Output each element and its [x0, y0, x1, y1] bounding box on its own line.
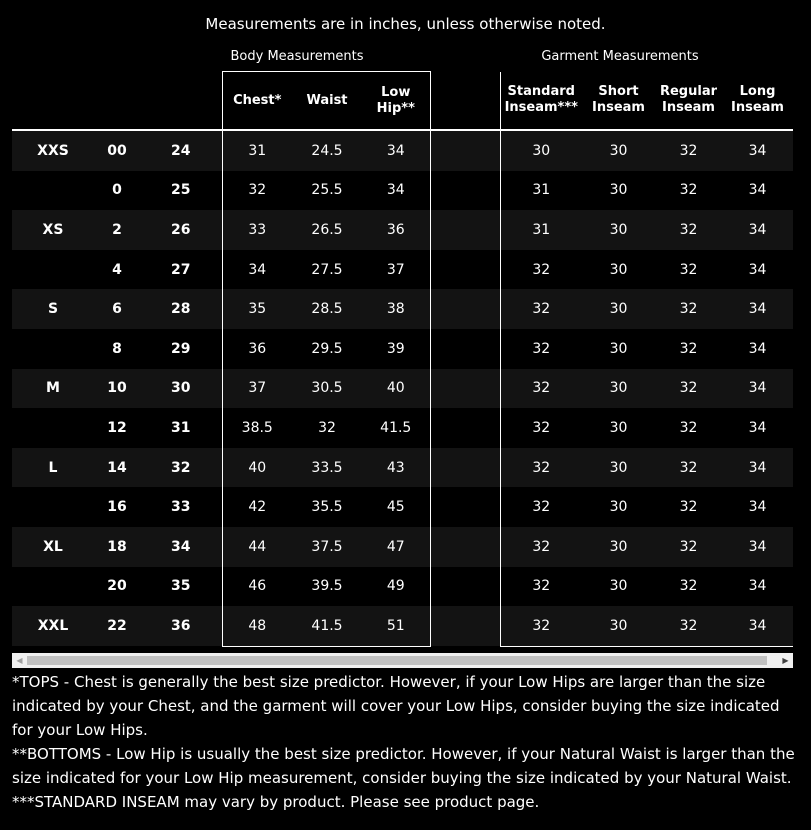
- cell-short-inseam: 30: [582, 250, 655, 290]
- cell-chest: 34: [222, 250, 292, 290]
- cell-waist-size: 33: [140, 487, 222, 527]
- cell-chest: 40: [222, 448, 292, 488]
- cell-waist-size: 26: [140, 210, 222, 250]
- cell-low-hip: 45: [362, 487, 430, 527]
- table-row: [12, 408, 793, 448]
- cell-short-inseam: 30: [582, 448, 655, 488]
- cell-long-inseam: 34: [722, 487, 793, 527]
- cell-low-hip: 47: [362, 527, 430, 567]
- cell-standard-inseam: 32: [500, 448, 582, 488]
- cell-waist: 39.5: [292, 567, 362, 607]
- cell-chest: 37: [222, 369, 292, 409]
- cell-waist-size: 36: [140, 606, 222, 646]
- header-waist-size: [140, 72, 222, 131]
- cell-standard-inseam: 30: [500, 130, 582, 171]
- garment-measurements-label: Garment Measurements: [541, 49, 699, 64]
- cell-size: [12, 567, 94, 607]
- cell-waist: 27.5: [292, 250, 362, 290]
- table-row: [12, 171, 793, 211]
- cell-waist-size: 24: [140, 130, 222, 171]
- cell-short-inseam: 30: [582, 171, 655, 211]
- cell-size: S: [12, 289, 94, 329]
- table-row: [12, 527, 793, 567]
- cell-standard-inseam: 32: [500, 527, 582, 567]
- cell-long-inseam: 34: [722, 567, 793, 607]
- cell-low-hip: 40: [362, 369, 430, 409]
- cell-short-inseam: 30: [582, 567, 655, 607]
- scrollbar-thumb[interactable]: [27, 656, 767, 665]
- cell-standard-inseam: 31: [500, 210, 582, 250]
- cell-waist-size: 34: [140, 527, 222, 567]
- cell-long-inseam: 34: [722, 527, 793, 567]
- cell-spacer: [430, 606, 500, 646]
- cell-number: 8: [94, 329, 140, 369]
- cell-number: 16: [94, 487, 140, 527]
- footnote-inseam: ***STANDARD INSEAM may vary by product. Please see product page.: [12, 793, 540, 811]
- body-measurements-label: Body Measurements: [230, 49, 364, 64]
- table-row: [12, 606, 793, 646]
- cell-size: [12, 408, 94, 448]
- footnotes: [12, 670, 802, 814]
- cell-low-hip: 51: [362, 606, 430, 646]
- cell-regular-inseam: 32: [655, 408, 722, 448]
- table-row: [12, 369, 793, 409]
- cell-spacer: [430, 329, 500, 369]
- cell-size: [12, 250, 94, 290]
- cell-waist-size: 30: [140, 369, 222, 409]
- cell-standard-inseam: 32: [500, 329, 582, 369]
- cell-waist: 35.5: [292, 487, 362, 527]
- cell-spacer: [430, 567, 500, 607]
- cell-size: XXL: [12, 606, 94, 646]
- cell-number: 12: [94, 408, 140, 448]
- cell-regular-inseam: 32: [655, 289, 722, 329]
- header-chest: Chest*: [222, 72, 292, 131]
- cell-spacer: [430, 527, 500, 567]
- cell-waist: 29.5: [292, 329, 362, 369]
- cell-number: 10: [94, 369, 140, 409]
- cell-low-hip: 37: [362, 250, 430, 290]
- cell-spacer: [430, 250, 500, 290]
- cell-low-hip: 34: [362, 171, 430, 211]
- cell-low-hip: 36: [362, 210, 430, 250]
- header-spacer: [430, 72, 500, 131]
- cell-size: XXS: [12, 130, 94, 171]
- cell-long-inseam: 34: [722, 606, 793, 646]
- table-row: [12, 289, 793, 329]
- table-row: [12, 448, 793, 488]
- cell-waist: 30.5: [292, 369, 362, 409]
- cell-spacer: [430, 369, 500, 409]
- units-note: Measurements are in inches, unless otherwise noted.: [205, 15, 606, 33]
- cell-waist: 33.5: [292, 448, 362, 488]
- cell-short-inseam: 30: [582, 289, 655, 329]
- cell-regular-inseam: 32: [655, 527, 722, 567]
- header-number: [94, 72, 140, 131]
- cell-chest: 44: [222, 527, 292, 567]
- cell-number: 6: [94, 289, 140, 329]
- table-row: [12, 567, 793, 607]
- cell-chest: 42: [222, 487, 292, 527]
- cell-size: [12, 487, 94, 527]
- cell-waist-size: 31: [140, 408, 222, 448]
- header-short-inseam: Short Inseam: [582, 72, 655, 131]
- cell-chest: 46: [222, 567, 292, 607]
- cell-low-hip: 34: [362, 130, 430, 171]
- cell-regular-inseam: 32: [655, 130, 722, 171]
- header-standard-inseam: Standard Inseam***: [500, 72, 582, 131]
- cell-low-hip: 43: [362, 448, 430, 488]
- cell-size: XS: [12, 210, 94, 250]
- cell-number: 4: [94, 250, 140, 290]
- cell-chest: 32: [222, 171, 292, 211]
- cell-low-hip: 39: [362, 329, 430, 369]
- cell-regular-inseam: 32: [655, 210, 722, 250]
- cell-chest: 33: [222, 210, 292, 250]
- table-row: [12, 130, 793, 171]
- cell-long-inseam: 34: [722, 408, 793, 448]
- cell-waist-size: 29: [140, 329, 222, 369]
- header-waist: Waist: [292, 72, 362, 131]
- cell-spacer: [430, 171, 500, 211]
- cell-short-inseam: 30: [582, 606, 655, 646]
- table-row: [12, 210, 793, 250]
- cell-waist-size: 28: [140, 289, 222, 329]
- cell-waist: 26.5: [292, 210, 362, 250]
- cell-waist: 37.5: [292, 527, 362, 567]
- cell-short-inseam: 30: [582, 210, 655, 250]
- cell-regular-inseam: 32: [655, 487, 722, 527]
- cell-number: 18: [94, 527, 140, 567]
- cell-standard-inseam: 32: [500, 369, 582, 409]
- cell-waist: 28.5: [292, 289, 362, 329]
- cell-chest: 35: [222, 289, 292, 329]
- table-row: [12, 250, 793, 290]
- cell-regular-inseam: 32: [655, 448, 722, 488]
- cell-long-inseam: 34: [722, 369, 793, 409]
- cell-short-inseam: 30: [582, 369, 655, 409]
- cell-number: 0: [94, 171, 140, 211]
- cell-regular-inseam: 32: [655, 329, 722, 369]
- cell-standard-inseam: 32: [500, 487, 582, 527]
- cell-low-hip: 41.5: [362, 408, 430, 448]
- cell-standard-inseam: 32: [500, 606, 582, 646]
- cell-size: L: [12, 448, 94, 488]
- cell-waist: 32: [292, 408, 362, 448]
- cell-spacer: [430, 408, 500, 448]
- cell-chest: 31: [222, 130, 292, 171]
- cell-chest: 48: [222, 606, 292, 646]
- horizontal-scrollbar[interactable]: [12, 653, 793, 668]
- table-row: [12, 329, 793, 369]
- cell-waist-size: 25: [140, 171, 222, 211]
- cell-regular-inseam: 32: [655, 567, 722, 607]
- scroll-left-icon[interactable]: ◀: [16, 656, 23, 665]
- header-regular-inseam: Regular Inseam: [655, 72, 722, 131]
- cell-standard-inseam: 32: [500, 567, 582, 607]
- cell-low-hip: 49: [362, 567, 430, 607]
- cell-size: [12, 171, 94, 211]
- table-header-row: [12, 72, 793, 131]
- cell-size: XL: [12, 527, 94, 567]
- cell-long-inseam: 34: [722, 329, 793, 369]
- footnote-bottoms: **BOTTOMS - Low Hip is usually the best size predictor. However, if your Natural Waist is larger than the size indicated for your Low Hip measurement, consider buying the size indicated by your Natural Waist.: [12, 745, 795, 787]
- header-long-inseam: Long Inseam: [722, 72, 793, 131]
- cell-chest: 38.5: [222, 408, 292, 448]
- cell-short-inseam: 30: [582, 329, 655, 369]
- cell-number: 22: [94, 606, 140, 646]
- cell-spacer: [430, 448, 500, 488]
- cell-long-inseam: 34: [722, 448, 793, 488]
- footnote-tops: *TOPS - Chest is generally the best size predictor. However, if your Low Hips are larger than the size indicated by your Chest, and the garment will cover your Low Hips, consider buying the size indicated for your Low Hips.: [12, 673, 780, 739]
- cell-short-inseam: 30: [582, 487, 655, 527]
- cell-number: 2: [94, 210, 140, 250]
- cell-waist: 41.5: [292, 606, 362, 646]
- scroll-right-icon[interactable]: ▶: [782, 656, 789, 665]
- cell-long-inseam: 34: [722, 289, 793, 329]
- cell-long-inseam: 34: [722, 210, 793, 250]
- cell-short-inseam: 30: [582, 408, 655, 448]
- cell-waist-size: 35: [140, 567, 222, 607]
- cell-waist-size: 32: [140, 448, 222, 488]
- cell-long-inseam: 34: [722, 250, 793, 290]
- cell-regular-inseam: 32: [655, 606, 722, 646]
- cell-short-inseam: 30: [582, 527, 655, 567]
- header-size: [12, 72, 94, 131]
- cell-number: 14: [94, 448, 140, 488]
- cell-standard-inseam: 31: [500, 171, 582, 211]
- cell-chest: 36: [222, 329, 292, 369]
- cell-size: M: [12, 369, 94, 409]
- cell-size: [12, 329, 94, 369]
- cell-regular-inseam: 32: [655, 171, 722, 211]
- table-row: [12, 487, 793, 527]
- cell-waist: 24.5: [292, 130, 362, 171]
- cell-spacer: [430, 130, 500, 171]
- cell-long-inseam: 34: [722, 171, 793, 211]
- cell-waist-size: 27: [140, 250, 222, 290]
- cell-long-inseam: 34: [722, 130, 793, 171]
- cell-waist: 25.5: [292, 171, 362, 211]
- cell-number: 00: [94, 130, 140, 171]
- cell-standard-inseam: 32: [500, 250, 582, 290]
- cell-spacer: [430, 210, 500, 250]
- cell-standard-inseam: 32: [500, 289, 582, 329]
- cell-spacer: [430, 289, 500, 329]
- cell-spacer: [430, 487, 500, 527]
- header-low-hip: Low Hip**: [362, 72, 430, 131]
- cell-regular-inseam: 32: [655, 250, 722, 290]
- cell-low-hip: 38: [362, 289, 430, 329]
- cell-short-inseam: 30: [582, 130, 655, 171]
- cell-number: 20: [94, 567, 140, 607]
- cell-standard-inseam: 32: [500, 408, 582, 448]
- size-chart-table: [12, 71, 793, 647]
- cell-regular-inseam: 32: [655, 369, 722, 409]
